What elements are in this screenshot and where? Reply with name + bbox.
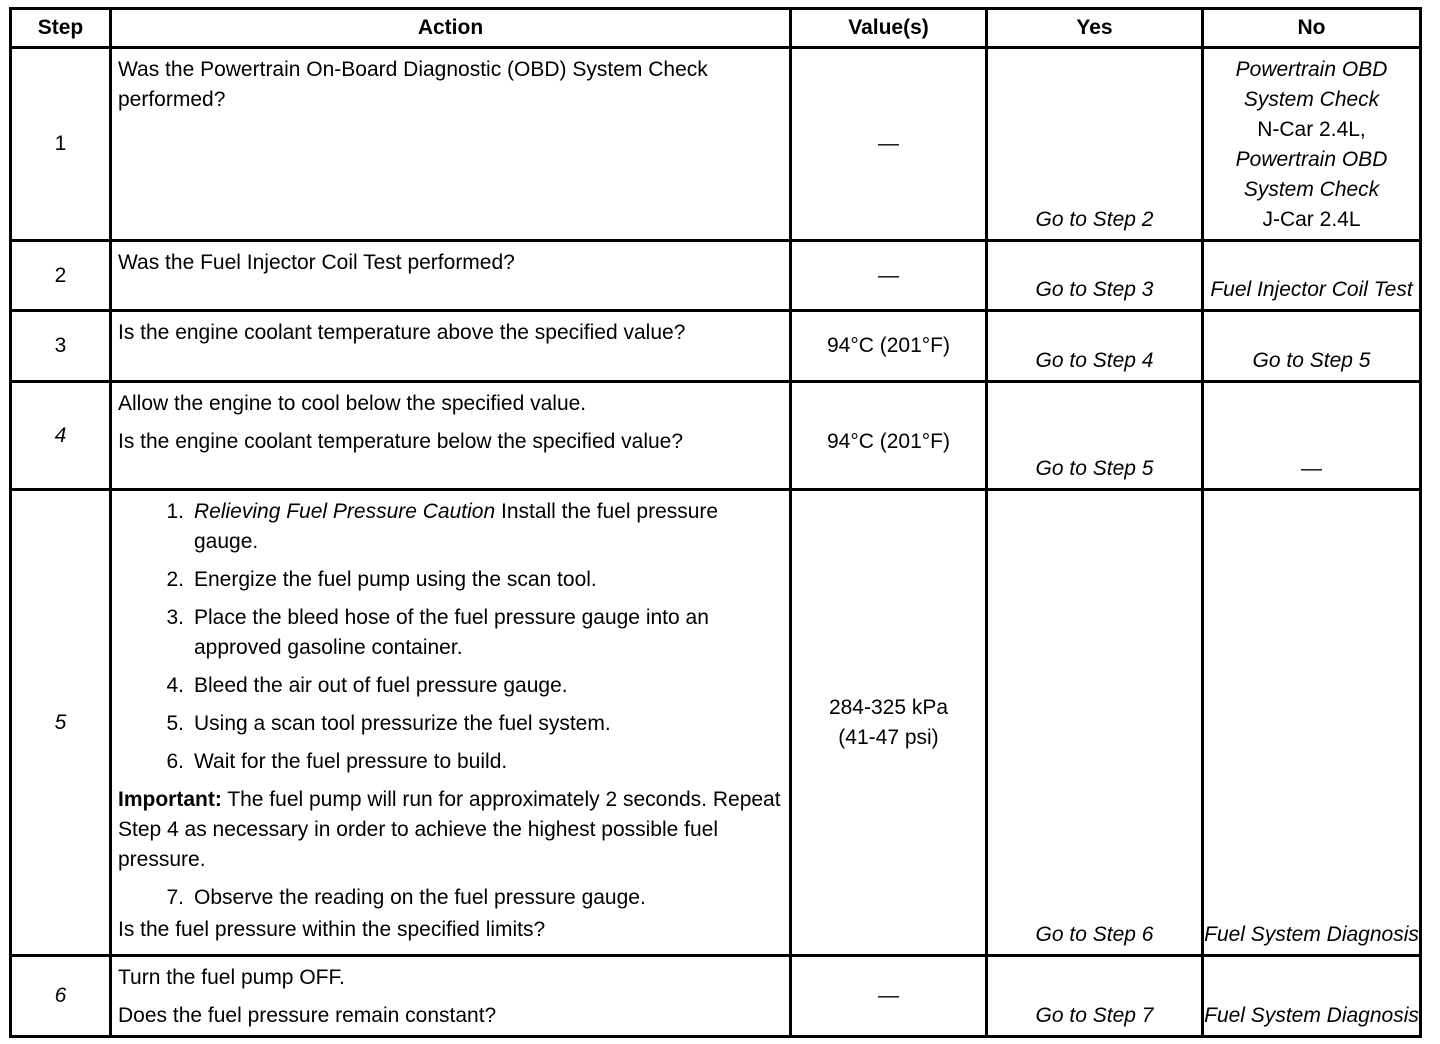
value-line: (41-47 psi) (838, 725, 939, 749)
header-step: Step (11, 9, 111, 48)
table-row (11, 241, 1421, 311)
action-text: Is the engine coolant temperature below the specified value? (118, 430, 684, 453)
list-number: 4. (166, 674, 184, 697)
action-cell (111, 490, 791, 956)
important-note (118, 785, 783, 875)
procedure-list (118, 883, 783, 913)
no-cell: — (1203, 382, 1421, 490)
list-text-italic: Relieving Fuel Pressure Caution (194, 500, 496, 523)
yes-cell: Go to Step 6 (987, 490, 1203, 956)
header-yes: Yes (987, 9, 1203, 48)
list-number: 1. (166, 500, 184, 523)
action-cell (111, 48, 791, 241)
header-row (11, 9, 1421, 48)
list-item (118, 883, 783, 913)
yes-cell: Go to Step 3 (987, 241, 1203, 311)
step-number: 1 (11, 48, 111, 241)
important-text: The fuel pump will run for approximately 2 seconds. Repeat Step 4 as necessary in order to achieve the highest possible fuel pressure. (118, 788, 781, 871)
list-text: Using a scan tool pressurize the fuel system. (194, 712, 611, 735)
table-row (11, 311, 1421, 382)
list-number: 3. (166, 606, 184, 629)
list-text: Observe the reading on the fuel pressure gauge. (194, 886, 646, 909)
action-text: Was the Fuel Injector Coil Test performed? (118, 251, 515, 274)
yes-cell: Go to Step 2 (987, 48, 1203, 241)
action-text: Is the fuel pressure within the specified limits? (118, 918, 546, 941)
table-row (11, 490, 1421, 956)
yes-cell: Go to Step 7 (987, 956, 1203, 1037)
action-text: Allow the engine to cool below the specified value. (118, 392, 587, 415)
list-item (118, 565, 783, 595)
header-values: Value(s) (791, 9, 987, 48)
yes-cell: Go to Step 4 (987, 311, 1203, 382)
list-text: Place the bleed hose of the fuel pressure gauge into an approved gasoline container. (194, 606, 709, 659)
action-text: Is the engine coolant temperature above the specified value? (118, 321, 686, 344)
diagnostic-table (9, 7, 1422, 1038)
list-number: 6. (166, 750, 184, 773)
list-text: Bleed the air out of fuel pressure gauge. (194, 674, 568, 697)
no-line: J-Car 2.4L (1262, 208, 1361, 231)
step-number: 4 (11, 382, 111, 490)
important-label: Important: (118, 788, 222, 811)
list-text: Energize the fuel pump using the scan tool. (194, 568, 597, 591)
step-number: 6 (11, 956, 111, 1037)
action-cell (111, 311, 791, 382)
header-no: No (1203, 9, 1421, 48)
list-item (118, 603, 783, 663)
value-cell: — (791, 241, 987, 311)
no-cell: Fuel Injector Coil Test (1203, 241, 1421, 311)
no-cell: Fuel System Diagnosis (1203, 490, 1421, 956)
action-cell (111, 382, 791, 490)
value-cell: — (791, 48, 987, 241)
list-item (118, 497, 783, 557)
list-item (118, 709, 783, 739)
table-row (11, 956, 1421, 1037)
list-item (118, 671, 783, 701)
table-row (11, 382, 1421, 490)
action-text: Does the fuel pressure remain constant? (118, 1004, 497, 1027)
no-cell: Go to Step 5 (1203, 311, 1421, 382)
list-number: 2. (166, 568, 184, 591)
value-cell (791, 490, 987, 956)
value-cell: — (791, 956, 987, 1037)
action-text: Was the Powertrain On-Board Diagnostic (OBD) System Check performed? (118, 58, 708, 111)
no-line: N-Car 2.4L, (1257, 118, 1366, 141)
value-line: 284-325 kPa (828, 695, 949, 719)
step-number: 5 (11, 490, 111, 956)
value-cell: 94°C (201°F) (791, 311, 987, 382)
procedure-list (118, 497, 783, 777)
list-text-rest: Install the fuel pressure gauge. (194, 500, 719, 553)
value-cell: 94°C (201°F) (791, 382, 987, 490)
action-text: Turn the fuel pump OFF. (118, 966, 345, 989)
yes-cell: Go to Step 5 (987, 382, 1203, 490)
table-row (11, 48, 1421, 241)
list-item (118, 747, 783, 777)
list-number: 7. (166, 886, 184, 909)
header-action: Action (111, 9, 791, 48)
step-number: 3 (11, 311, 111, 382)
step-number: 2 (11, 241, 111, 311)
action-cell (111, 956, 791, 1037)
no-line: Powertrain OBD System Check (1235, 148, 1388, 201)
no-line: Powertrain OBD System Check (1235, 58, 1388, 111)
list-text: Wait for the fuel pressure to build. (194, 750, 508, 773)
action-cell (111, 241, 791, 311)
list-number: 5. (166, 712, 184, 735)
no-cell (1203, 48, 1421, 241)
list-text (194, 497, 783, 557)
no-cell: Fuel System Diagnosis (1203, 956, 1421, 1037)
